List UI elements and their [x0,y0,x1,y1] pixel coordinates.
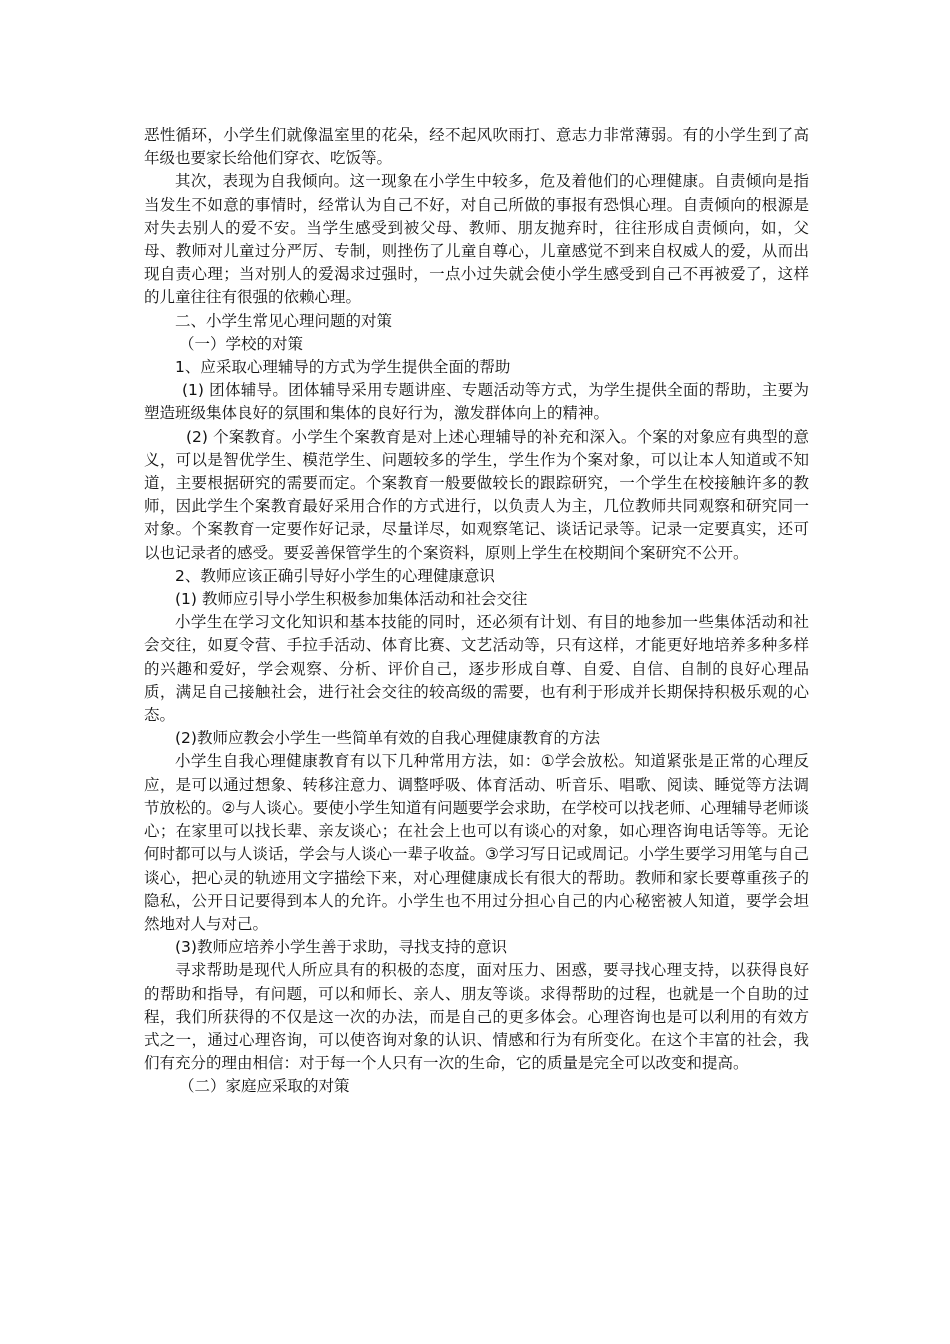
paragraph-self-blame: 其次，表现为自我倾向。这一现象在小学生中较多，危及着他们的心理健康。自责倾向是指当发生不如意的事情时，经常认为自己不好，对自己所做的事报有恐惧心理。自责倾向的根源是对失去别人的爱不安。当学生感受到被父母、教师、朋友抛弃时，往往形成自责倾向，如，父母、教师对儿童过分严厉、专制，则挫伤了儿童自尊心，儿童感觉不到来自权威人的爱，从而出现自责心理；当对别人的爱渴求过强时，一点小过失就会使小学生感受到自己不再被爱了，这样的儿童往往有很强的依赖心理。 [144,172,809,307]
section-heading-countermeasures: 二、小学生常见心理问题的对策 [175,311,393,330]
subsection-heading-school: （一）学校的对策 [179,334,304,353]
item-heading-counseling: 1、应采取心理辅导的方式为学生提供全面的帮助 [175,358,511,377]
paragraph-group-counseling: (1) 团体辅导。团体辅导采用专题讲座、专题活动等方式，为学生提供全面的帮助，主要为塑造班级集体良好的氛围和集体的良好行为，激发群体向上的精神。 [144,381,809,423]
paragraph-case-education: (2) 个案教育。小学生个案教育是对上述心理辅导的补充和深入。个案的对象应有典型的意义，可以是智优学生、模范学生、问题较多的学生，学生作为个案对象，可以让本人知道或不知道，主要根据研究的需要而定。个案教育一般要做较长的跟踪研究，一个学生在校接触许多的教师，因此学生个案教育最好采用合作的方式进行，以负责人为主，几位教师共同观察和研究同一对象。个案教育一定要作好记录，尽量详尽，如观察笔记、谈话记录等。记录一定要真实，还可以也记录者的感受。要妥善保管学生的个案资料，原则上学生在校期间个案研究不公开。 [144,427,809,562]
paragraph-collective-activities: 小学生在学习文化知识和基本技能的同时，还必须有计划、有目的地参加一些集体活动和社会交往，如夏令营、手拉手活动、体育比赛、文艺活动等，只有这样，才能更好地培养多种多样的兴趣和爱好，学会观察、分析、评价自己，逐步形成自尊、自爱、自信、自制的良好心理品质，满足自己接触社会，进行社会交往的较高级的需要，也有利于形成并长期保持积极乐观的心态。 [144,613,809,725]
subitem-heading-collective-activities: (1) 教师应引导小学生积极参加集体活动和社会交往 [175,590,528,609]
paragraph-self-education-methods: 小学生自我心理健康教育有以下几种常用方法，如：①学会放松。知道紧张是正常的心理反应，是可以通过想象、转移注意力、调整呼吸、体育活动、听音乐、唱歌、阅读、睡觉等方法调节放松的。②与人谈心。要使小学生知道有问题要学会求助，在学校可以找老师、心理辅导老师谈心；在家里可以找长辈、亲友谈心；在社会上也可以有谈心的对象，如心理咨询电话等等。无论何时都可以与人谈话，学会与人谈心一辈子收益。③学习写日记或周记。小学生要学习用笔与自己谈心，把心灵的轨迹用文字描绘下来，对心理健康成长有很大的帮助。教师和家长要尊重孩子的隐私，公开日记要得到本人的允许。小学生也不用过分担心自己的内心秘密被人知道，要学会坦然地对人与对己。 [144,752,809,933]
subsection-heading-family: （二）家庭应采取的对策 [179,1077,350,1096]
subitem-heading-self-education-methods: (2)教师应教会小学生一些简单有效的自我心理健康教育的方法 [175,729,600,748]
document-page [144,124,809,1099]
subitem-heading-seeking-help: (3)教师应培养小学生善于求助，寻找支持的意识 [175,938,507,957]
paragraph-seeking-help: 寻求帮助是现代人所应具有的积极的态度，面对压力、困惑，要寻找心理支持，以获得良好的帮助和指导，有问题，可以和师长、亲人、朋友等谈。求得帮助的过程，也就是一个自助的过程，我们所获得的不仅是这一次的办法，而是自己的更多体会。心理咨询也是可以利用的有效方式之一，通过心理咨询，可以使咨询对象的认识、情感和行为有所变化。在这个丰富的社会，我们有充分的理由相信：对于每一个人只有一次的生命，它的质量是完全可以改变和提高。 [144,961,809,1073]
paragraph-continuation: 恶性循环，小学生们就像温室里的花朵，经不起风吹雨打、意志力非常薄弱。有的小学生到了高年级也要家长给他们穿衣、吃饭等。 [144,126,809,168]
item-heading-teacher-guidance: 2、教师应该正确引导好小学生的心理健康意识 [175,566,495,585]
